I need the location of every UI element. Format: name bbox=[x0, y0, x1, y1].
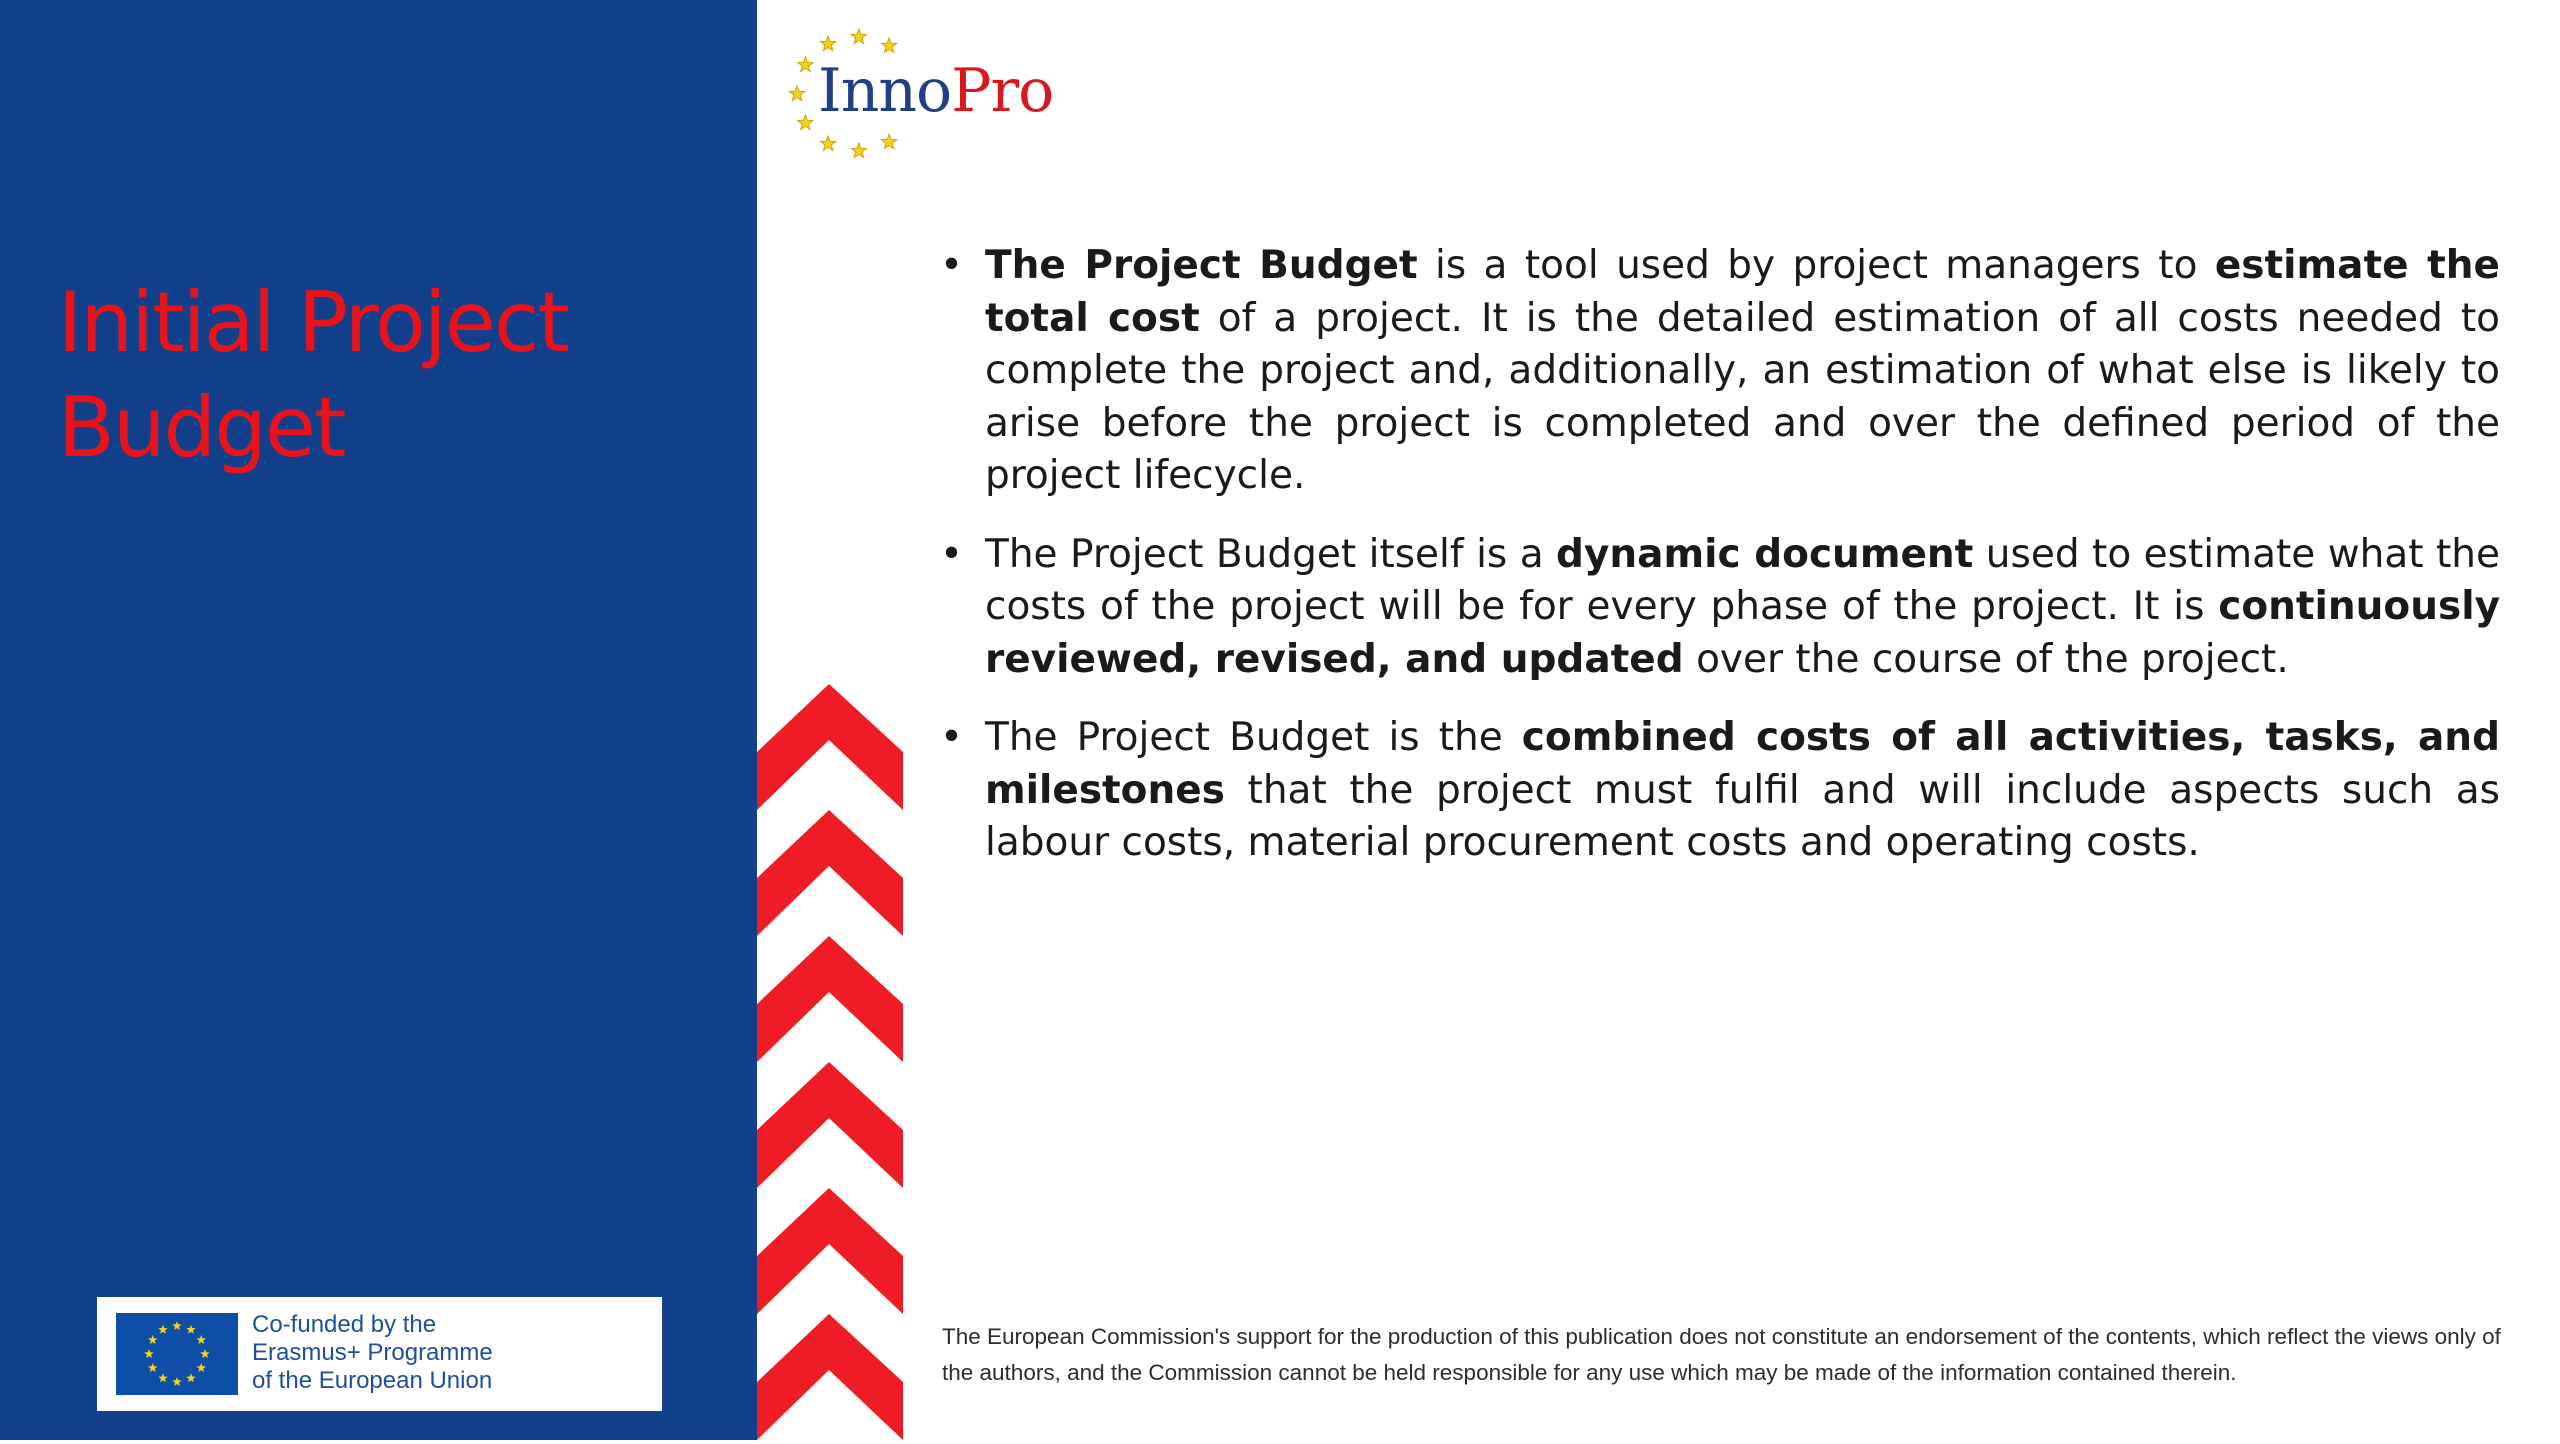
bullet-item-2 bbox=[940, 529, 2500, 687]
eu-cofunded-badge bbox=[97, 1297, 662, 1411]
innopro-logo bbox=[785, 26, 1075, 166]
eu-star-icon bbox=[196, 1363, 206, 1372]
chevron-shape bbox=[757, 1188, 903, 1314]
bullet-2-seg-5: over the course of the project. bbox=[1683, 636, 2289, 682]
eu-badge-line-2: Erasmus+ Programme bbox=[252, 1339, 493, 1366]
chevron-shape bbox=[757, 1314, 903, 1440]
eu-star-icon bbox=[196, 1335, 206, 1344]
logo-star-icon bbox=[882, 134, 897, 148]
logo-wordmark bbox=[818, 56, 1053, 126]
bullet-2-seg-1: The Project Budget itself is a bbox=[985, 531, 1557, 577]
logo-star-icon bbox=[851, 143, 866, 157]
eu-star-icon bbox=[148, 1363, 158, 1372]
left-panel bbox=[0, 0, 757, 1440]
bullet-3-seg-3: that the project must fulfil and will include aspects such as labour costs, material procurement costs and operating costs. bbox=[985, 767, 2500, 865]
slide-title: Initial Project Budget bbox=[58, 274, 569, 476]
chevron-shape bbox=[757, 936, 903, 1062]
eu-star-icon bbox=[158, 1373, 168, 1382]
bullet-item-3 bbox=[940, 712, 2500, 870]
bullet-3-seg-1: The Project Budget is the bbox=[985, 715, 1522, 760]
logo-inno-text: Inno bbox=[818, 56, 952, 126]
eu-disclaimer: The European Commission's support for the production of this publication does not constitute an endorsement of the contents, which reflect the views only of the authors, and the Commission cannot be held responsible for any use which may be made of the information contained therein. bbox=[942, 1324, 2501, 1385]
logo-star-icon bbox=[789, 86, 804, 100]
bullet-1-seg-4: of a project. It is the detailed estimation of all costs needed to complete the project and, additionally, an estimation of what else is likely to arise before the project is completed and over the defined period of the project lifecycle. bbox=[985, 295, 2500, 498]
bullet-2-seg-4: continuously reviewed, revised, and updated bbox=[985, 584, 2500, 682]
eu-badge-text bbox=[252, 1311, 652, 1395]
chevron-decoration bbox=[757, 684, 903, 1440]
eu-star-icon bbox=[158, 1325, 168, 1334]
logo-star-icon bbox=[798, 115, 813, 129]
logo-star-icon bbox=[820, 136, 835, 150]
logo-star-icon bbox=[851, 29, 866, 43]
eu-star-icon bbox=[200, 1349, 210, 1358]
bullet-2-seg-3: used to estimate what the costs of the project will be for every phase of the project. It is bbox=[985, 531, 2500, 629]
eu-star-icon bbox=[186, 1373, 196, 1382]
eu-flag-icon bbox=[116, 1313, 238, 1395]
bullet-3-seg-2: combined costs of all activities, tasks, and milestones bbox=[985, 715, 2500, 813]
eu-badge-line-1: Co-funded by the bbox=[252, 1311, 437, 1338]
logo-star-icon bbox=[882, 38, 897, 52]
chevron-shape bbox=[757, 810, 903, 936]
bullet-1-seg-3: estimate the total cost bbox=[985, 243, 2500, 341]
eu-star-icon bbox=[148, 1335, 158, 1344]
bullet-list bbox=[940, 240, 2500, 896]
bullet-2-seg-2: dynamic document bbox=[1556, 531, 1974, 577]
logo-pro-text: Pro bbox=[951, 56, 1054, 126]
chevron-shape bbox=[757, 1062, 903, 1188]
eu-badge-line-3: of the European Union bbox=[252, 1367, 493, 1394]
eu-star-icon bbox=[144, 1349, 154, 1358]
bullet-1-seg-2: is a tool used by project managers to bbox=[1417, 243, 2215, 288]
logo-star-icon bbox=[798, 57, 813, 71]
bullet-item-1 bbox=[940, 240, 2500, 503]
chevron-shape bbox=[757, 684, 903, 810]
eu-star-icon bbox=[172, 1377, 182, 1386]
logo-star-icon bbox=[820, 36, 835, 50]
eu-star-icon bbox=[172, 1321, 182, 1330]
eu-star-icon bbox=[186, 1325, 196, 1334]
bullet-1-seg-1: The Project Budget bbox=[985, 243, 1418, 288]
